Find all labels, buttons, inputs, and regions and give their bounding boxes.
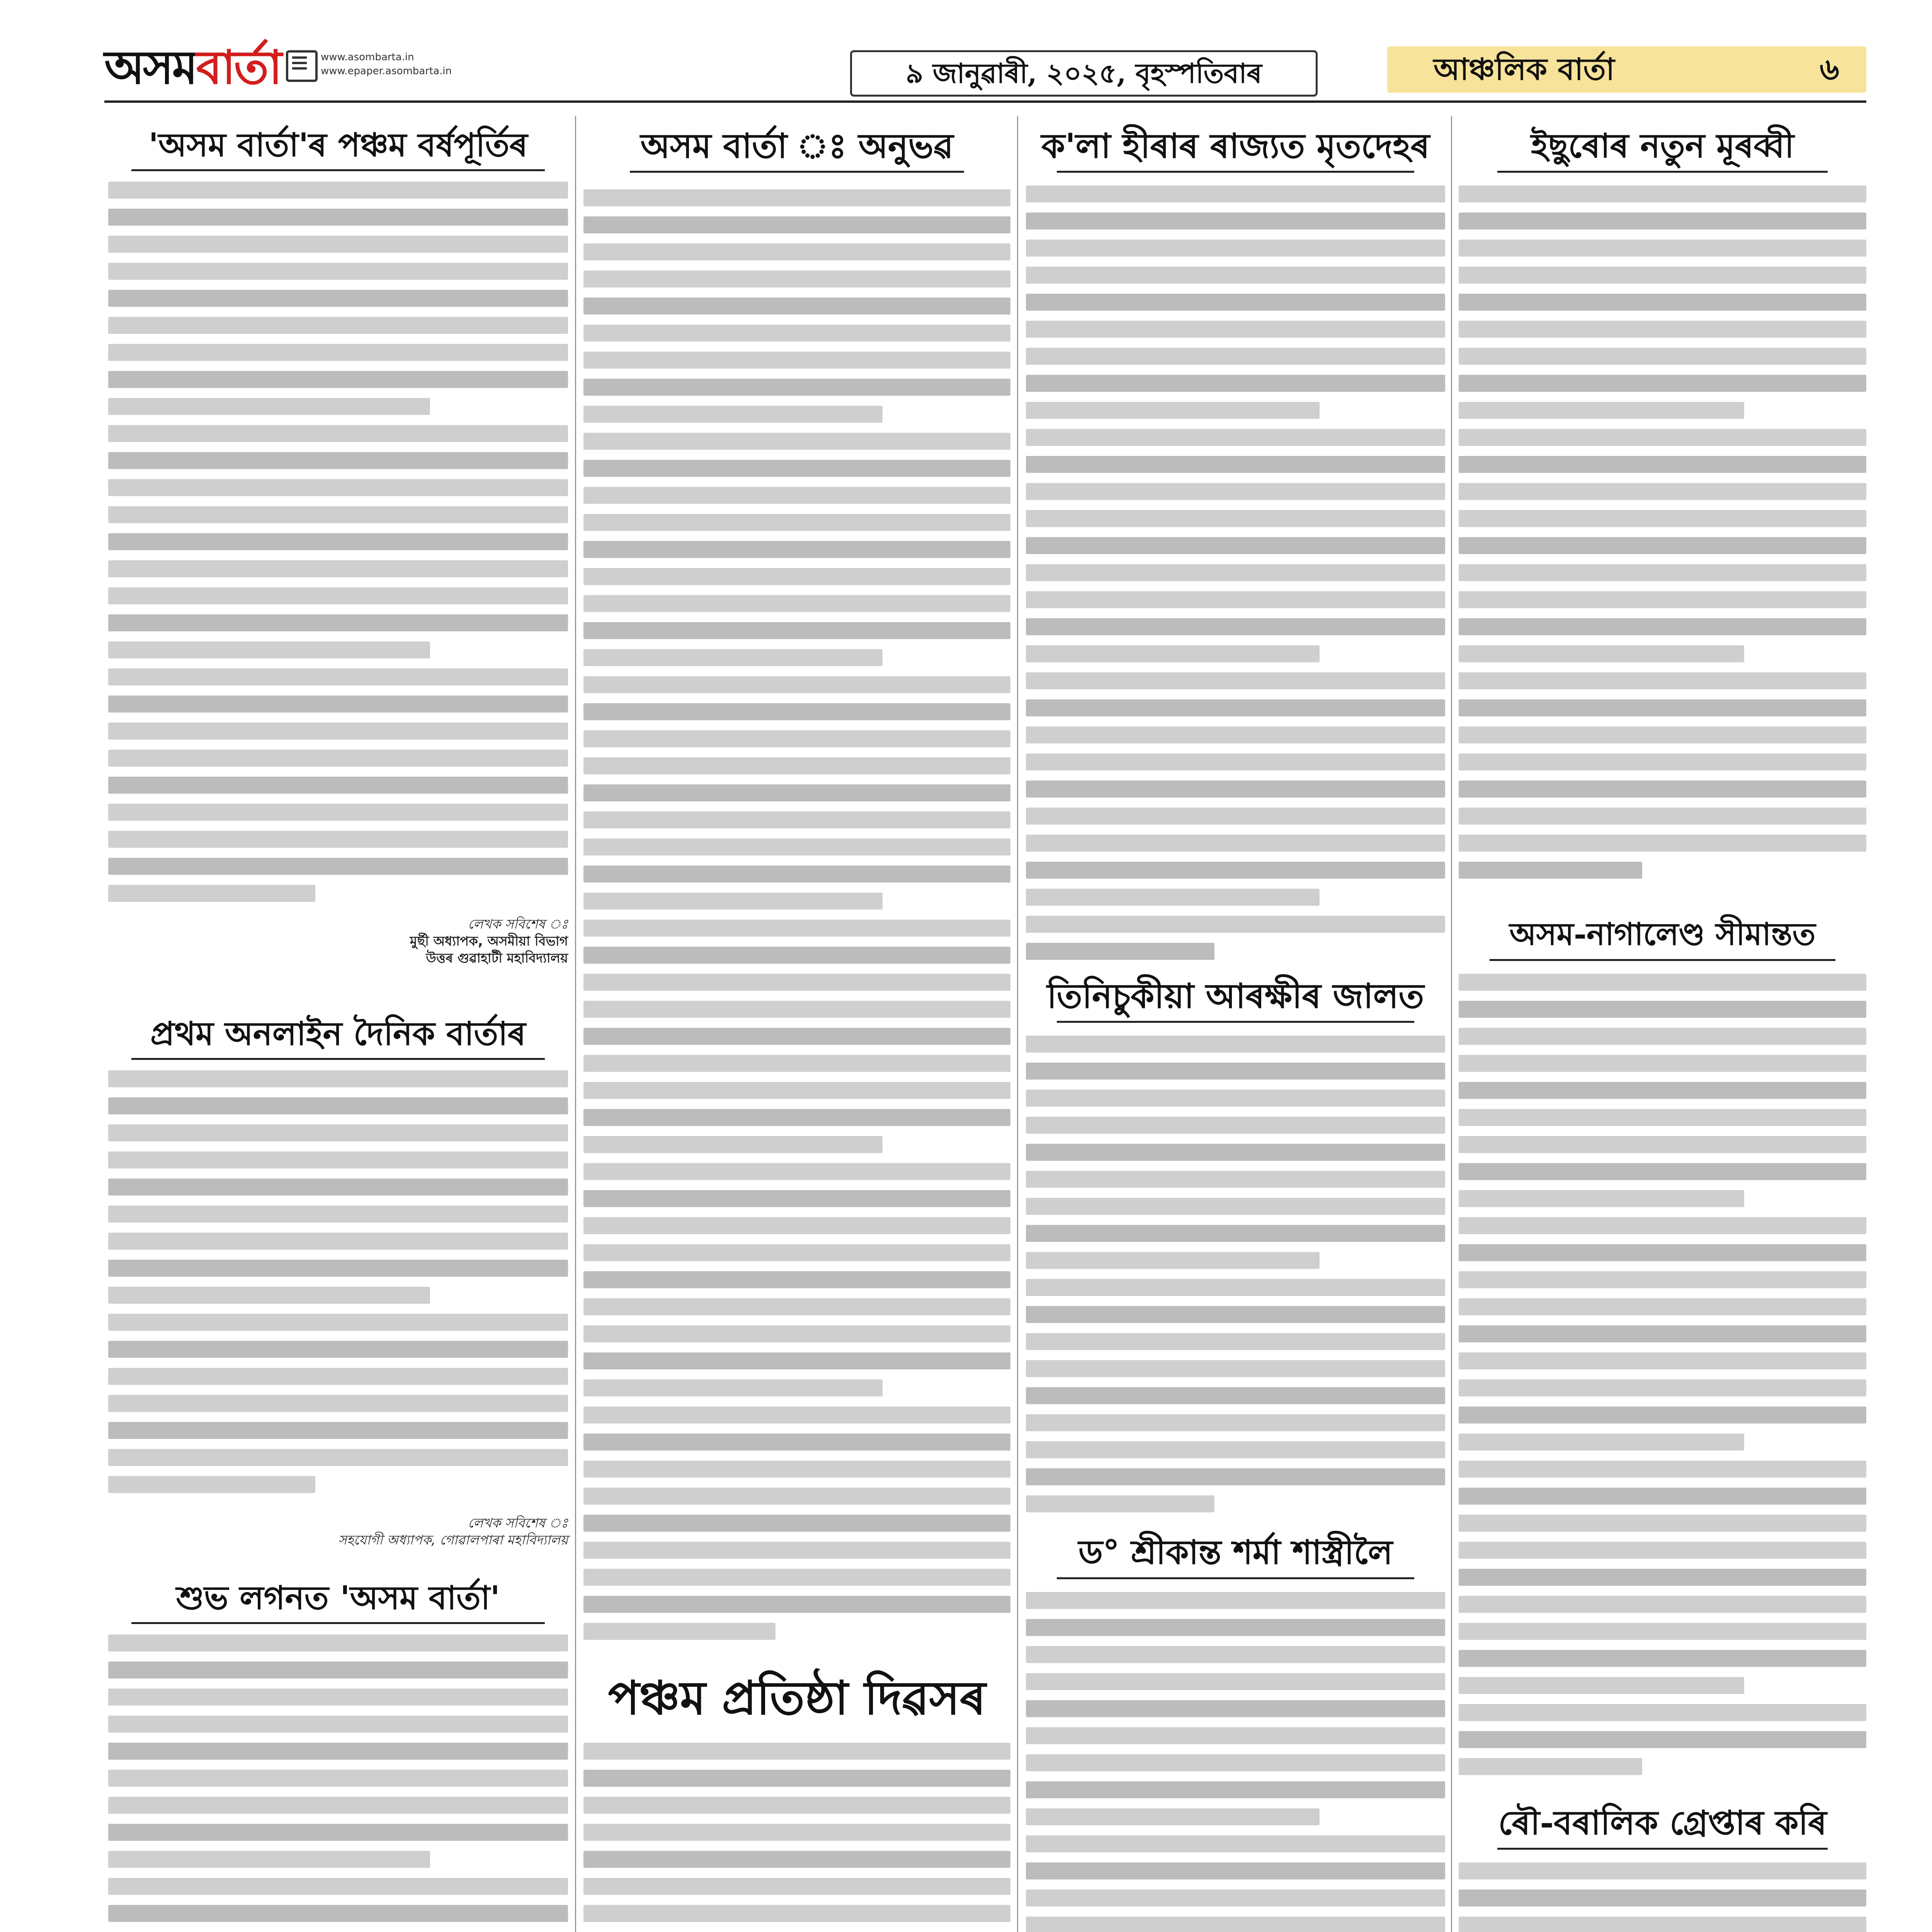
- text-line: [1026, 1036, 1445, 1053]
- text-line: [1459, 1596, 1866, 1613]
- author-signature: লেখক সবিশেষ ঃ মুৰ্ছী অধ্যাপক, অসমীয়া বিভাগ উত্তৰ গুৱাহাটী মহাবিদ্যালয়: [410, 917, 568, 966]
- text-line: [108, 479, 568, 496]
- text-line: [583, 974, 1010, 991]
- text-line: [1459, 348, 1866, 365]
- text-line: [583, 1905, 1010, 1922]
- text-line: [108, 1634, 568, 1651]
- text-line: [583, 1298, 1010, 1315]
- article-black-diamond-state[interactable]: [1026, 124, 1445, 970]
- text-line: [583, 216, 1010, 233]
- text-line: [1026, 1414, 1445, 1431]
- text-line: [583, 622, 1010, 639]
- text-line: [108, 1851, 430, 1868]
- text-line: [583, 1352, 1010, 1369]
- article-isro-new-chief[interactable]: [1459, 124, 1866, 904]
- text-line: [1026, 213, 1445, 230]
- text-line: [108, 1368, 568, 1385]
- text-line: [108, 1260, 568, 1277]
- text-line: [108, 1206, 568, 1223]
- text-line: [1026, 1198, 1445, 1215]
- text-line: [583, 1406, 1010, 1423]
- text-line: [1026, 375, 1445, 392]
- page-number: ৬: [1820, 52, 1839, 87]
- text-line: [1459, 1163, 1866, 1180]
- text-line: [108, 1124, 568, 1141]
- text-line: [583, 1001, 1010, 1018]
- text-line: [583, 703, 1010, 720]
- text-line: [1459, 645, 1744, 662]
- article-headline[interactable]: অসম-নাগালেণ্ড সীমান্তত: [1509, 916, 1816, 952]
- text-line: [1026, 1495, 1214, 1512]
- article-headline[interactable]: ড° শ্ৰীকান্ত শৰ্মা শাস্ত্ৰীলৈ: [1078, 1533, 1393, 1572]
- text-line: [583, 947, 1010, 964]
- text-line: [108, 1449, 568, 1466]
- text-line: [583, 838, 1010, 855]
- text-line: [108, 560, 568, 577]
- text-line: [583, 1217, 1010, 1234]
- text-line: [1459, 1217, 1866, 1234]
- text-line: [1459, 808, 1866, 825]
- column-rule: [1017, 116, 1018, 1932]
- website-link[interactable]: www.asombarta.in: [321, 51, 414, 63]
- text-line: [583, 352, 1010, 369]
- text-line: [1026, 753, 1445, 770]
- article-body: [108, 1070, 568, 1503]
- text-line: [583, 1797, 1010, 1814]
- text-line: [1459, 1569, 1866, 1586]
- text-line: [1026, 240, 1445, 257]
- headline-underline: [131, 1058, 545, 1060]
- text-line: [1459, 591, 1866, 608]
- text-line: [1026, 1835, 1445, 1852]
- text-line: [1459, 618, 1866, 635]
- text-line: [1459, 1109, 1866, 1126]
- web-links: [321, 50, 452, 78]
- text-line: [108, 885, 315, 902]
- text-line: [1026, 402, 1320, 419]
- text-line: [1026, 1360, 1445, 1377]
- text-line: [583, 1136, 883, 1153]
- article-body: [1459, 1862, 1866, 1932]
- text-line: [1026, 1700, 1445, 1717]
- section-banner: [1387, 46, 1866, 93]
- text-line: [583, 784, 1010, 801]
- text-line: [1026, 294, 1445, 311]
- text-line: [1026, 672, 1445, 689]
- text-line: [583, 514, 1010, 531]
- text-line: [1459, 1542, 1866, 1559]
- text-line: [108, 1422, 568, 1439]
- text-line: [1459, 753, 1866, 770]
- text-line: [108, 1233, 568, 1250]
- text-line: [1026, 889, 1320, 906]
- text-line: [1026, 1333, 1445, 1350]
- masthead: [104, 35, 1866, 103]
- text-line: [1459, 1244, 1866, 1261]
- text-line: [1459, 321, 1866, 338]
- text-line: [583, 568, 1010, 585]
- text-line: [1026, 1171, 1445, 1188]
- text-line: [583, 1325, 1010, 1342]
- text-line: [1459, 1001, 1866, 1018]
- text-line: [1026, 645, 1320, 662]
- text-line: [583, 1878, 1010, 1895]
- text-line: [1459, 1325, 1866, 1342]
- article-headline[interactable]: ৰৌ-বৰালিক গ্ৰেপ্তাৰ কৰি: [1498, 1803, 1827, 1842]
- text-line: [1026, 1387, 1445, 1404]
- text-line: [108, 371, 568, 388]
- text-line: [108, 831, 568, 848]
- text-line: [1026, 267, 1445, 284]
- text-line: [1026, 456, 1445, 473]
- text-line: [583, 1082, 1010, 1099]
- text-line: [1459, 1758, 1642, 1775]
- text-line: [108, 1878, 568, 1895]
- text-line: [1026, 1279, 1445, 1296]
- text-line: [108, 182, 568, 199]
- text-line: [108, 1395, 568, 1412]
- text-line: [1026, 1063, 1445, 1080]
- text-line: [583, 757, 1010, 774]
- text-line: [1026, 1917, 1445, 1932]
- text-line: [108, 425, 568, 442]
- text-line: [108, 641, 430, 658]
- article-body: [1026, 1592, 1445, 1932]
- text-line: [108, 1097, 568, 1114]
- text-line: [108, 668, 568, 685]
- text-line: [108, 1797, 568, 1814]
- text-line: [108, 777, 568, 794]
- headline-underline: [1057, 1021, 1414, 1023]
- text-line: [1026, 1619, 1445, 1636]
- text-line: [1026, 564, 1445, 581]
- text-line: [583, 1379, 883, 1396]
- text-line: [1459, 1434, 1744, 1451]
- text-line: [1459, 1515, 1866, 1532]
- text-line: [1459, 1406, 1866, 1423]
- headline-underline: [131, 1622, 545, 1624]
- article-body: [1459, 974, 1866, 1785]
- section-title: আঞ্চলিক বাৰ্তা: [1434, 52, 1615, 87]
- text-line: [583, 1055, 1010, 1072]
- text-line: [108, 1743, 568, 1760]
- text-line: [1026, 510, 1445, 527]
- text-line: [1026, 726, 1445, 743]
- column-rule: [1451, 116, 1452, 1932]
- text-line: [583, 649, 883, 666]
- text-line: [1459, 1352, 1866, 1369]
- text-line: [1026, 1889, 1445, 1906]
- text-line: [583, 1743, 1010, 1760]
- text-line: [1459, 1650, 1866, 1667]
- headline-underline: [1497, 171, 1828, 173]
- text-line: [108, 804, 568, 821]
- text-line: [108, 317, 568, 334]
- text-line: [583, 811, 1010, 828]
- text-line: [583, 1488, 1010, 1505]
- text-line: [1026, 699, 1445, 716]
- article-headline[interactable]: প্ৰথম অনলাইন দৈনিক বাৰ্তাৰ: [150, 1014, 526, 1053]
- text-line: [583, 730, 1010, 747]
- article-fifth-anniversary[interactable]: [108, 124, 568, 1001]
- text-line: [1459, 240, 1866, 257]
- text-line: [1026, 483, 1445, 500]
- article-fifth-foundation-day[interactable]: [583, 1669, 1010, 1932]
- text-line: [1026, 1306, 1445, 1323]
- text-line: [583, 1851, 1010, 1868]
- text-line: [108, 1314, 568, 1331]
- text-line: [583, 920, 1010, 937]
- text-line: [583, 541, 1010, 558]
- article-body: [583, 1743, 1010, 1932]
- text-line: [108, 1151, 568, 1168]
- author-signature: লেখক সবিশেষ ঃ সহযোগী অধ্যাপক, গোৱালপাৰা মহাবিদ্যালয়: [338, 1515, 568, 1548]
- text-line: [1459, 537, 1866, 554]
- text-line: [1026, 1808, 1320, 1825]
- text-line: [1459, 456, 1866, 473]
- headline-underline: [1057, 171, 1414, 173]
- text-line: [1459, 1271, 1866, 1288]
- logo-text-part2: বাৰ্তা: [196, 40, 281, 95]
- text-line: [1459, 1298, 1866, 1315]
- text-line: [108, 723, 568, 740]
- text-line: [583, 1028, 1010, 1045]
- text-line: [1459, 974, 1866, 991]
- logo-text-part1: অসম: [104, 40, 196, 95]
- text-line: [108, 533, 568, 550]
- article-experience[interactable]: [583, 124, 1010, 1650]
- text-line: [108, 1341, 568, 1358]
- article-body: [1026, 1036, 1445, 1522]
- text-line: [1026, 1862, 1445, 1879]
- text-line: [1026, 321, 1445, 338]
- text-line: [108, 1824, 568, 1841]
- text-line: [1459, 1704, 1866, 1721]
- text-line: [1459, 699, 1866, 716]
- article-headline[interactable]: ক'লা হীৰাৰ ৰাজ্যত মৃতদেহৰ: [1041, 126, 1430, 166]
- article-headline[interactable]: 'অসম বাৰ্তা'ৰ পঞ্চম বৰ্ষপূৰ্তিৰ: [148, 126, 528, 164]
- text-line: [583, 1163, 1010, 1180]
- text-line: [108, 209, 568, 226]
- text-line: [1459, 1055, 1866, 1072]
- text-line: [1459, 213, 1866, 230]
- text-line: [108, 1287, 430, 1304]
- text-line: [583, 1190, 1010, 1207]
- text-line: [583, 270, 1010, 287]
- text-line: [108, 587, 568, 604]
- headline-underline: [630, 171, 964, 173]
- text-line: [1459, 672, 1866, 689]
- article-body: [583, 189, 1010, 1650]
- text-line: [1459, 726, 1866, 743]
- text-line: [583, 1109, 1010, 1126]
- text-line: [1026, 1441, 1445, 1458]
- text-line: [108, 1179, 568, 1196]
- text-line: [1459, 429, 1866, 446]
- text-line: [108, 1476, 315, 1493]
- text-line: [1026, 1144, 1445, 1161]
- text-line: [1026, 591, 1445, 608]
- text-line: [1459, 1917, 1866, 1932]
- text-line: [583, 406, 883, 423]
- text-line: [108, 506, 568, 523]
- article-arrest[interactable]: [1459, 1801, 1866, 1932]
- article-headline[interactable]: পঞ্চম প্ৰতিষ্ঠা দিৱসৰ: [608, 1671, 986, 1725]
- article-assam-nagaland-border[interactable]: [1459, 912, 1866, 1793]
- text-line: [1459, 1731, 1866, 1748]
- text-line: [1026, 862, 1445, 879]
- text-line: [1459, 862, 1642, 879]
- text-line: [583, 1569, 1010, 1586]
- text-line: [108, 290, 568, 307]
- article-body: [1459, 185, 1866, 889]
- text-line: [108, 750, 568, 767]
- column-rule: [575, 116, 576, 1932]
- text-line: [583, 676, 1010, 693]
- headline-underline: [1057, 1577, 1414, 1579]
- text-line: [1026, 1781, 1445, 1798]
- text-line: [1026, 916, 1445, 933]
- text-line: [1459, 1136, 1866, 1153]
- text-line: [1459, 1889, 1866, 1906]
- text-line: [1026, 348, 1445, 365]
- text-line: [1459, 1379, 1866, 1396]
- text-line: [108, 858, 568, 875]
- text-line: [108, 1770, 568, 1787]
- text-line: [1026, 1673, 1445, 1690]
- newspaper-logo[interactable]: [104, 39, 281, 97]
- text-line: [108, 1905, 568, 1922]
- article-headline[interactable]: ইছুৰোৰ নতুন মূৰব্বী: [1531, 126, 1794, 165]
- text-line: [583, 433, 1010, 450]
- text-line: [583, 1434, 1010, 1451]
- text-line: [583, 595, 1010, 612]
- article-first-online-daily[interactable]: [108, 1012, 568, 1561]
- text-line: [583, 379, 1010, 396]
- article-body: [108, 182, 568, 912]
- text-line: [1026, 808, 1445, 825]
- text-line: [583, 1515, 1010, 1532]
- text-line: [108, 1662, 568, 1679]
- article-headline[interactable]: শুভ লগনত 'অসম বাৰ্তা': [176, 1578, 500, 1617]
- text-line: [108, 398, 430, 415]
- text-line: [1459, 564, 1866, 581]
- text-line: [583, 243, 1010, 260]
- text-line: [1026, 185, 1445, 202]
- text-line: [1459, 1082, 1866, 1099]
- text-line: [1459, 1862, 1866, 1879]
- text-line: [583, 1623, 776, 1640]
- text-line: [583, 1244, 1010, 1261]
- text-line: [108, 344, 568, 361]
- text-line: [1459, 835, 1866, 852]
- text-line: [583, 866, 1010, 883]
- text-line: [108, 236, 568, 253]
- text-line: [108, 263, 568, 280]
- text-line: [108, 696, 568, 713]
- text-line: [1459, 781, 1866, 798]
- headline-underline: [1490, 959, 1835, 961]
- text-line: [108, 1716, 568, 1733]
- article-tinsukia-police-net[interactable]: [1026, 974, 1445, 1519]
- article-headline[interactable]: অসম বাৰ্তা ঃ অনুভৱ: [640, 126, 954, 166]
- text-line: [1459, 1677, 1744, 1694]
- text-line: [1026, 1225, 1445, 1242]
- headline-underline: [131, 169, 545, 171]
- text-line: [108, 614, 568, 631]
- text-line: [108, 1070, 568, 1087]
- text-line: [583, 893, 883, 910]
- text-line: [1459, 510, 1866, 527]
- website-icon: [286, 50, 318, 82]
- text-line: [583, 460, 1010, 477]
- text-line: [1026, 835, 1445, 852]
- text-line: [583, 1542, 1010, 1559]
- epaper-link[interactable]: www.epaper.asombarta.in: [321, 65, 452, 77]
- article-srikanta-sharma-shastri[interactable]: [1026, 1530, 1445, 1932]
- text-line: [1459, 267, 1866, 284]
- text-line: [1459, 402, 1744, 419]
- text-line: [1026, 537, 1445, 554]
- text-line: [1026, 1727, 1445, 1744]
- text-line: [583, 1824, 1010, 1841]
- text-line: [1026, 1468, 1445, 1485]
- text-line: [583, 1271, 1010, 1288]
- text-line: [1026, 1117, 1445, 1134]
- text-line: [1459, 1190, 1744, 1207]
- text-line: [1026, 781, 1445, 798]
- text-line: [583, 1596, 1010, 1613]
- text-line: [1459, 1028, 1866, 1045]
- text-line: [1026, 1646, 1445, 1663]
- text-line: [1026, 1754, 1445, 1771]
- text-line: [583, 298, 1010, 315]
- text-line: [1459, 1461, 1866, 1478]
- text-line: [1459, 483, 1866, 500]
- text-line: [1459, 1488, 1866, 1505]
- text-line: [1026, 943, 1214, 960]
- text-line: [583, 1461, 1010, 1478]
- text-line: [1459, 185, 1866, 202]
- text-line: [583, 325, 1010, 342]
- article-auspicious-moment[interactable]: [108, 1577, 568, 1932]
- issue-date: ৯ জানুৱাৰী, ২০২৫, বৃহস্পতিবাৰ: [850, 50, 1318, 97]
- text-line: [1026, 1090, 1445, 1107]
- article-headline[interactable]: তিনিচুকীয়া আৰক্ষীৰ জালত: [1047, 976, 1424, 1016]
- text-line: [1459, 375, 1866, 392]
- headline-underline: [1497, 1848, 1828, 1850]
- text-line: [108, 452, 568, 469]
- text-line: [583, 1770, 1010, 1787]
- text-line: [1459, 1623, 1866, 1640]
- text-line: [1026, 618, 1445, 635]
- text-line: [1026, 429, 1445, 446]
- text-line: [583, 189, 1010, 206]
- text-line: [1459, 294, 1866, 311]
- article-body: [108, 1634, 568, 1932]
- text-line: [1026, 1252, 1320, 1269]
- text-line: [583, 487, 1010, 504]
- text-line: [1026, 1592, 1445, 1609]
- article-body: [1026, 185, 1445, 970]
- text-line: [108, 1689, 568, 1706]
